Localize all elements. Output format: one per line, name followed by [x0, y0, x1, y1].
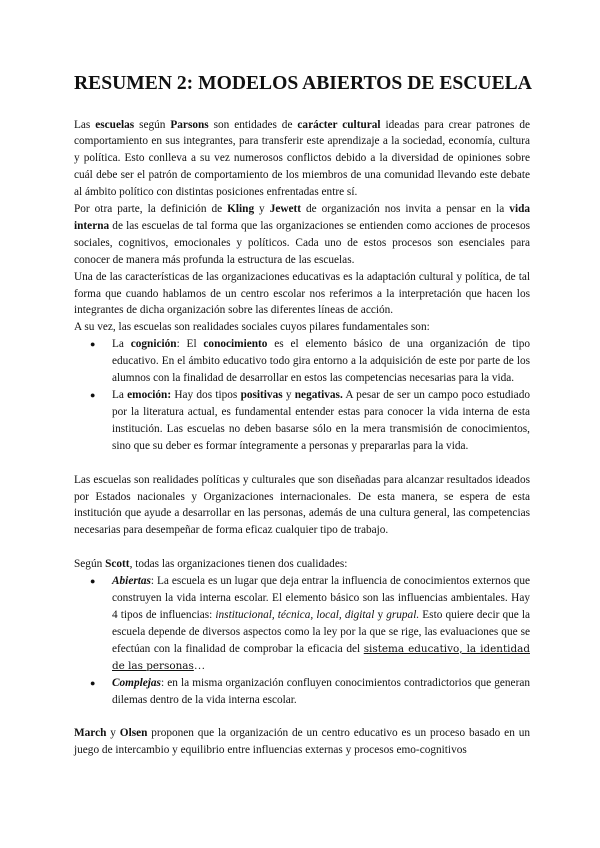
bullet-icon: ● [90, 390, 96, 400]
text: … [193, 659, 206, 672]
paragraph-pillars-intro: A su vez, las escuelas son realidades sociales cuyos pilares fundamentales son: [74, 321, 430, 334]
bold-term: March [74, 727, 107, 740]
paragraph-kling-jewett [74, 201, 530, 269]
list-item-open [90, 573, 531, 674]
paragraph-gap [74, 539, 530, 556]
text: A pesar de ser un campo poco estudiado por la literatura actual, es fundamental entender estas para conocer la vida interna de esta institución. Las escuelas no deben basarse sólo en la mera transmisión de conocimientos, sino que su deber es formar íntegramente a personas y prepararlas para la vida. [112, 389, 530, 452]
paragraph-gap [74, 455, 530, 472]
bullet-icon: ● [90, 339, 96, 350]
text: de las escuelas de tal forma que las organizaciones se entienden como acciones de procesos sociales, cognitivos, emocionales y políticos. Cada uno de estos procesos son esenciales para conocer de manera más profunda la estructura de las escuelas. [74, 219, 530, 266]
bold-term: cognición [130, 338, 177, 351]
italic-term: institucional, técnica, local, digital [215, 608, 375, 621]
bullet-icon: ● [90, 677, 96, 688]
text: y [282, 389, 295, 401]
text: y [106, 727, 120, 740]
text: , todas las organizaciones tienen dos cualidades: [129, 558, 348, 571]
bold-term: Parsons [170, 118, 209, 131]
paragraph-march-olsen [74, 725, 530, 759]
text: Hay dos tipos [171, 389, 241, 401]
paragraph-parsons [74, 117, 530, 202]
underlined-text: sistema educativo, la identidad de las personas [112, 642, 530, 672]
bold-term: Olsen [119, 727, 148, 740]
text: proponen que la organización de un centro educativo es un proceso basado en un juego de intercambio y equilibrio entre influencias externas y procesos emo-cognitivos [74, 727, 530, 757]
bold-term: vida interna [74, 203, 531, 232]
bullet-icon: ● [90, 576, 96, 587]
text: son entidades de [208, 118, 298, 131]
text: Esto quiere decir que la escuela depende de diversos aspectos como la ley por la que se rige, las evaluaciones que se efectúan con la finalidad de comprobar la eficacia del [112, 608, 531, 655]
list-item-emotion [90, 387, 530, 455]
bold-term: emoción: [127, 389, 172, 401]
text: es el elemento básico de una organización de tipo educativo. En el ámbito educativo todo gira entorno a la adquisición de este por parte de los alumnos con la finalidad de desarrollar en estos las competencias necesarias para la vida. [112, 338, 530, 385]
text: : El [176, 338, 204, 351]
text: Según [74, 558, 106, 571]
italic-term: grupal. [386, 608, 420, 621]
text: : La escuela es un lugar que deja entrar la influencia de conocimientos externos que construyen la vida interna escolar. El elemento básico son las influencias ambientales. Hay 4 tipos de influencias: [112, 575, 530, 621]
text: y [374, 608, 387, 621]
bold-italic-term: Complejas [112, 676, 161, 689]
pillars-list [74, 336, 530, 454]
paragraph-gap [74, 708, 530, 725]
paragraph-political-realities: Las escuelas son realidades políticas y culturales que son diseñadas para alcanzar resultados ideados por Estados nacionales y Organizaciones internacionales. De esta manera, se espera de esta institución que ayude a desarrollar en las personas, además de una cultura general, las competencias necesarias para desempeñar de forma eficaz cualquier tipo de trabajo. [74, 473, 530, 537]
qualities-list [74, 573, 530, 708]
bold-term: conocimiento [203, 338, 268, 351]
paragraph-scott [74, 556, 530, 573]
bold-term: Scott [105, 558, 130, 571]
text: de organización nos invita a pensar en la [301, 203, 510, 216]
list-item-complex [90, 675, 530, 709]
bold-term: carácter cultural [297, 118, 381, 131]
bold-term: escuelas [95, 118, 135, 131]
text: Por otra parte, la definición de [74, 203, 228, 216]
text: : en la misma organización confluyen conocimientos contradictorios que generan dilemas dentro de la vida interna escolar. [112, 676, 530, 706]
bold-term: Jewett [269, 203, 302, 216]
text: La [112, 338, 131, 351]
page-title: RESUMEN 2: MODELOS ABIERTOS DE ESCUELA [74, 73, 532, 94]
bold-term: Kling [227, 203, 255, 216]
list-item-cognition [90, 336, 530, 387]
bold-term: negativas. [294, 389, 343, 401]
bold-term: positivas [240, 389, 283, 401]
text: y [254, 203, 270, 216]
text: ideadas para crear patrones de comportamiento en sus integrantes, para transferir este aprendizaje a la sociedad, economía, cultura y política. Esto conlleva a su vez numerosos conflictos debido a la diversidad de opiniones sobre cuál debe ser el patrón de comportamiento de los miembros de una comunidad llevando este debate al ámbito político con distintas posiciones enfrentadas entre sí. [74, 118, 530, 199]
paragraph-adaptation: Una de las características de las organizaciones educativas es la adaptación cultural y política, de tal forma que cuando hablamos de un centro escolar nos referimos a la interpretación que hacen los integrantes de dicha organización sobre las diferentes líneas de acción. [74, 270, 530, 317]
text: Las [74, 118, 96, 131]
text: La [112, 389, 128, 401]
text: según [134, 118, 171, 131]
bold-italic-term: Abiertas [112, 575, 151, 588]
